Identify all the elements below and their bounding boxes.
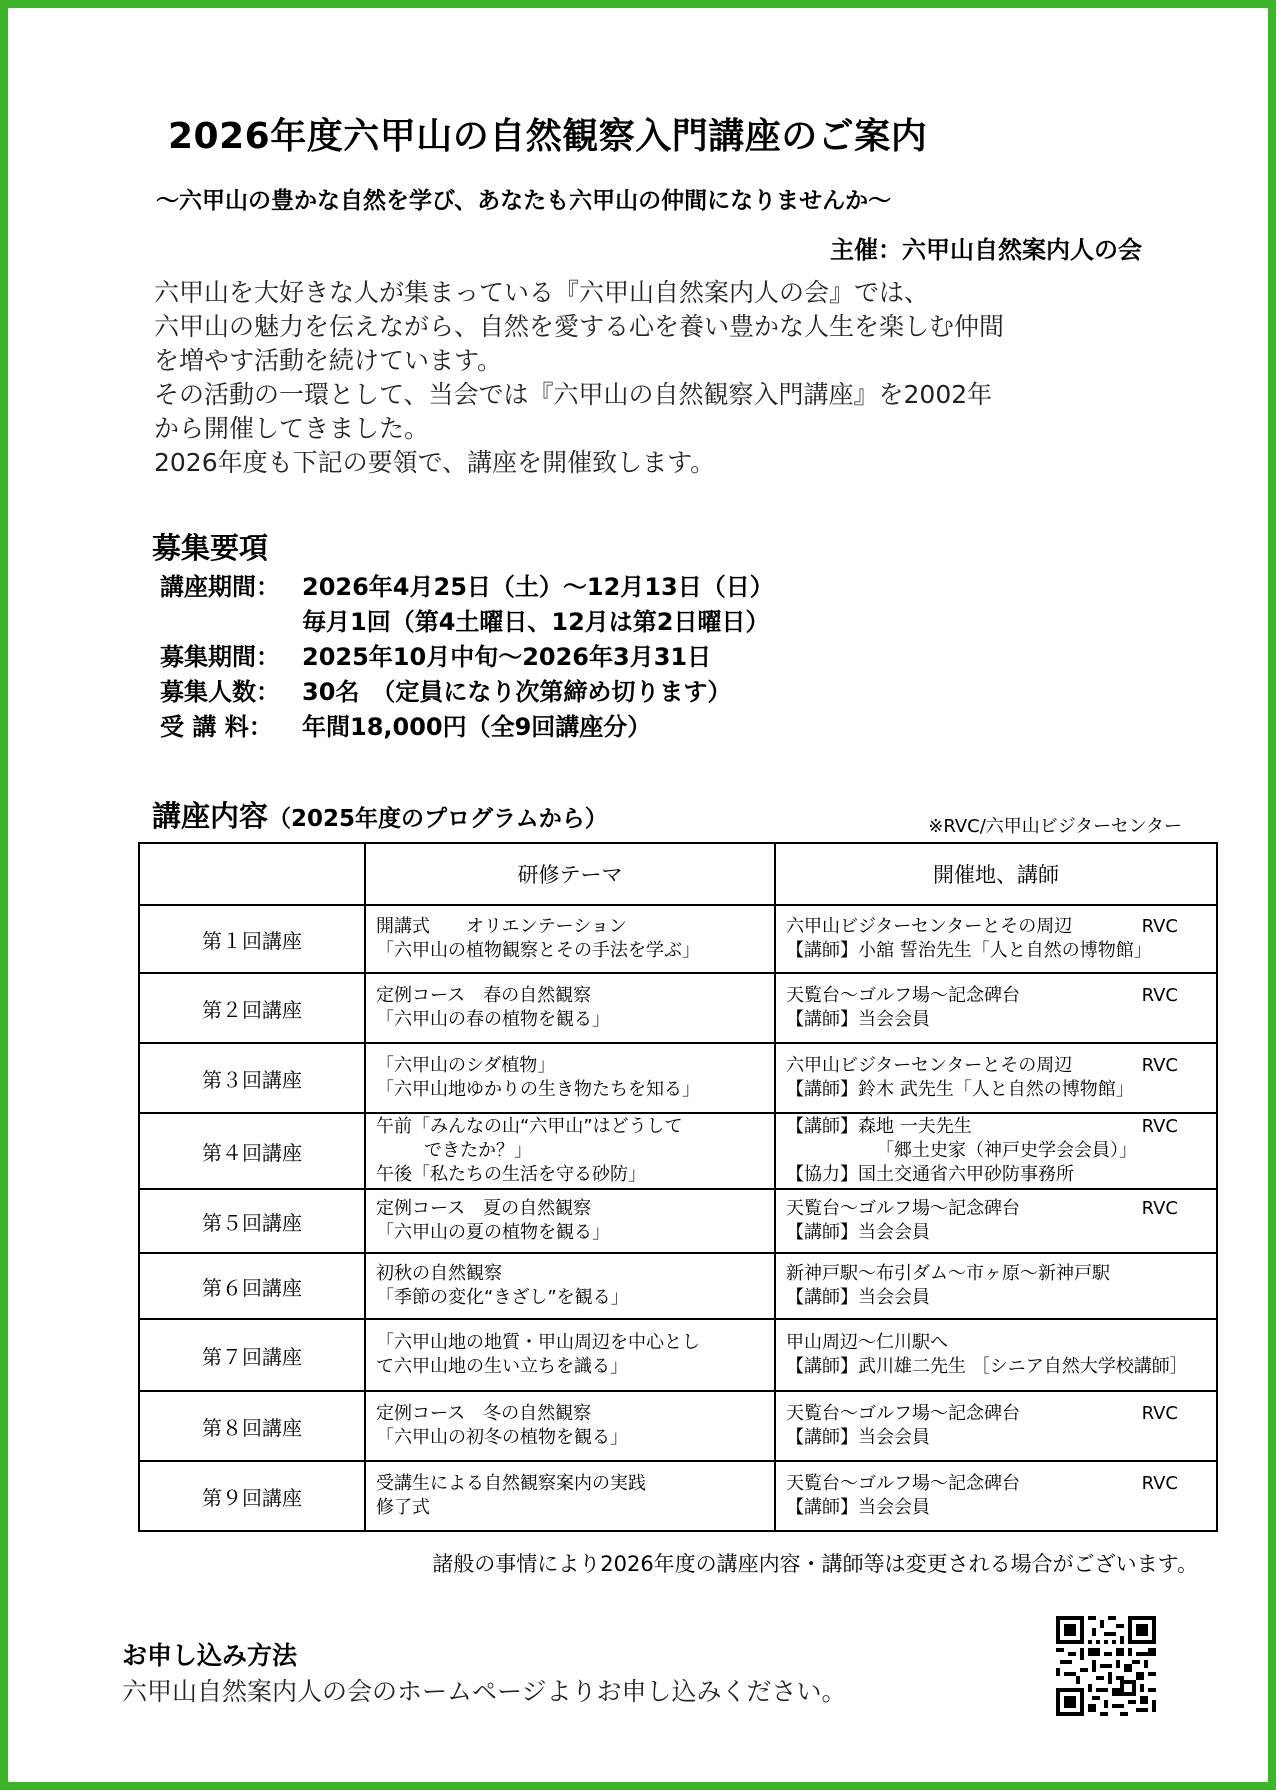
theme-line: 初秋の自然観察 [376, 1263, 502, 1284]
session-number: 第４回講座 [139, 1113, 365, 1189]
theme-line: 修了式 [376, 1497, 430, 1518]
theme-line: 「六甲山のシダ植物」 [376, 1055, 556, 1076]
session-place [775, 1253, 1217, 1319]
intro-line: その活動の一環として、当会では『六甲山の自然観察入門講座』を2002年 [154, 380, 993, 409]
session-place [775, 1319, 1217, 1391]
program-heading-text: 講座内容 [152, 799, 269, 833]
intro-line: から開催してきました。 [154, 414, 430, 443]
lecturer: 【講師】小舘 誓治先生「人と自然の博物館」 [786, 940, 1152, 961]
organizer: 主催：六甲山自然案内人の会 [830, 236, 1142, 264]
lecturer: 【講師】当会会員 [786, 1287, 930, 1308]
table-row [139, 1043, 1217, 1113]
apply-text: 六甲山自然案内人の会のホームページよりお申し込みください。 [122, 1677, 847, 1706]
lecturer: 「郷土史家（神戸史学会会員）」 [876, 1140, 1137, 1161]
place-line [786, 1472, 1206, 1496]
application-period-row [160, 640, 774, 675]
table-row [139, 1461, 1217, 1531]
session-place [775, 1113, 1217, 1189]
session-number: 第５回講座 [139, 1189, 365, 1253]
theme-line: 「六甲山地ゆかりの生き物たちを知る」 [376, 1079, 700, 1100]
intro-paragraph [154, 276, 1004, 480]
course-frequency: 毎月1回（第4土曜日、12月は第2日曜日） [302, 608, 770, 636]
fee-label: 受 講 料： [160, 713, 273, 741]
theme-line: 「季節の変化“きざし”を観る」 [376, 1287, 629, 1308]
course-period-row [160, 570, 774, 605]
program-heading-note: （2025年度のプログラムから） [268, 806, 608, 832]
course-period-value: 2026年4月25日（土）～12月13日（日） [302, 573, 774, 601]
lecturer: 【講師】当会会員 [786, 1222, 930, 1243]
session-number: 第７回講座 [139, 1319, 365, 1391]
lecturer: 【講師】当会会員 [786, 1009, 930, 1030]
place-line [786, 1197, 1206, 1221]
intro-line: を増やす活動を続けています。 [154, 346, 503, 375]
lecturer: 【講師】当会会員 [786, 1427, 930, 1448]
place-line [786, 1115, 1206, 1139]
place-tag: RVC [1141, 1116, 1178, 1137]
course-period-label: 講座期間： [160, 573, 280, 601]
program-heading [152, 794, 608, 835]
theme-line: 午前「みんなの山“六甲山”はどうして [376, 1116, 683, 1137]
theme-line: 受講生による自然観察案内の実践 [376, 1473, 646, 1494]
table-row [139, 905, 1217, 973]
session-theme [365, 1113, 775, 1189]
session-theme [365, 905, 775, 973]
fee-value: 年間18,000円（全9回講座分） [302, 713, 652, 741]
capacity-label: 募集人数： [160, 678, 280, 706]
table-row [139, 1391, 1217, 1461]
rvc-note: ※RVC/六甲山ビジターセンター [928, 816, 1182, 837]
place-line [786, 1331, 1206, 1355]
place-name: 天覧台～ゴルフ場～記念碑台 [786, 985, 1020, 1006]
place-tag: RVC [1141, 985, 1178, 1006]
place-name: 天覧台～ゴルフ場～記念碑台 [786, 1198, 1020, 1219]
cooperation: 【協力】国土交通省六甲砂防事務所 [786, 1164, 1074, 1185]
theme-line: 「六甲山の夏の植物を観る」 [376, 1222, 610, 1243]
session-theme [365, 973, 775, 1043]
intro-line: 六甲山を大好きな人が集まっている『六甲山自然案内人の会』では、 [154, 278, 930, 307]
place-tag: RVC [1141, 1473, 1178, 1494]
capacity-row [160, 675, 774, 710]
change-notice: 諸般の事情により2026年度の講座内容・講師等は変更される場合がございます。 [432, 1552, 1198, 1576]
apply-heading: お申し込み方法 [122, 1641, 298, 1670]
theme-line: 開講式 オリエンテーション [376, 916, 627, 937]
session-number: 第３回講座 [139, 1043, 365, 1113]
intro-line: 六甲山の魅力を伝えながら、自然を愛する心を養い豊かな人生を楽しむ仲間 [154, 312, 1005, 341]
theme-line: て六甲山地の生い立ちを識る」 [376, 1356, 628, 1377]
application-period-label: 募集期間： [160, 643, 280, 671]
session-theme [365, 1189, 775, 1253]
session-place [775, 1043, 1217, 1113]
column-header-theme: 研修テーマ [365, 843, 775, 905]
session-theme [365, 1461, 775, 1531]
place-tag: RVC [1141, 916, 1178, 937]
session-place [775, 905, 1217, 973]
place-tag: RVC [1141, 1055, 1178, 1076]
column-header-number [139, 843, 365, 905]
lecturer: 【講師】鈴木 武先生「人と自然の博物館」 [786, 1079, 1134, 1100]
theme-line: 「六甲山地の地質・甲山周辺を中心とし [376, 1332, 700, 1353]
table-row [139, 1189, 1217, 1253]
session-theme [365, 1319, 775, 1391]
qr-code-icon[interactable] [1056, 1616, 1156, 1716]
place-name: 六甲山ビジターセンターとその周辺 [786, 1055, 1073, 1076]
session-place [775, 1391, 1217, 1461]
place-line [786, 915, 1206, 939]
application-period-value: 2025年10月中旬～2026年3月31日 [302, 643, 712, 671]
program-table [138, 842, 1218, 1532]
place-name: 【講師】森地 一夫先生 [786, 1116, 972, 1137]
session-theme [365, 1253, 775, 1319]
session-number: 第６回講座 [139, 1253, 365, 1319]
table-row [139, 1113, 1217, 1189]
session-number: 第２回講座 [139, 973, 365, 1043]
place-line [786, 1054, 1206, 1078]
session-place [775, 1461, 1217, 1531]
theme-line: できたか？」 [424, 1140, 532, 1161]
table-row [139, 1253, 1217, 1319]
capacity-value: 30名 （定員になり次第締め切ります） [302, 678, 732, 706]
place-name: 甲山周辺～仁川駅へ [786, 1332, 948, 1353]
place-name: 天覧台～ゴルフ場～記念碑台 [786, 1403, 1020, 1424]
table-header-row [139, 843, 1217, 905]
session-place [775, 973, 1217, 1043]
place-line [786, 984, 1206, 1008]
theme-line: 「六甲山の植物観察とその手法を学ぶ」 [376, 940, 700, 961]
place-tag: RVC [1141, 1198, 1178, 1219]
place-line [786, 1402, 1206, 1426]
subtitle: ～六甲山の豊かな自然を学び、あなたも六甲山の仲間になりませんか～ [156, 188, 892, 214]
place-line [786, 1262, 1206, 1286]
theme-line: 「六甲山の初冬の植物を観る」 [376, 1427, 628, 1448]
session-place [775, 1189, 1217, 1253]
place-name: 新神戸駅～布引ダム～市ヶ原～新神戸駅 [786, 1263, 1110, 1284]
lecturer: 【講師】当会会員 [786, 1497, 930, 1518]
session-number: 第９回講座 [139, 1461, 365, 1531]
session-theme [365, 1391, 775, 1461]
page-title: 2026年度六甲山の自然観察入門講座のご案内 [168, 116, 928, 157]
session-theme [365, 1043, 775, 1113]
lecturer: 【講師】武川雄二先生 ［シニア自然大学校講師］ [786, 1356, 1188, 1377]
session-number: 第１回講座 [139, 905, 365, 973]
theme-line: 定例コース 冬の自然観察 [376, 1403, 592, 1424]
theme-line: 定例コース 春の自然観察 [376, 985, 592, 1006]
fee-row [160, 710, 774, 745]
place-name: 天覧台～ゴルフ場～記念碑台 [786, 1473, 1020, 1494]
theme-line: 定例コース 夏の自然観察 [376, 1198, 592, 1219]
theme-line: 午後「私たちの生活を守る砂防」 [376, 1164, 646, 1185]
session-number: 第８回講座 [139, 1391, 365, 1461]
table-row [139, 1319, 1217, 1391]
place-tag: RVC [1141, 1403, 1178, 1424]
intro-line: 2026年度も下記の要領で、講座を開催致します。 [154, 448, 716, 477]
place-name: 六甲山ビジターセンターとその周辺 [786, 916, 1073, 937]
recruitment-heading: 募集要項 [152, 531, 269, 565]
recruitment-details [160, 570, 774, 745]
column-header-place: 開催地、講師 [775, 843, 1217, 905]
table-row [139, 973, 1217, 1043]
theme-line: 「六甲山の春の植物を観る」 [376, 1009, 610, 1030]
